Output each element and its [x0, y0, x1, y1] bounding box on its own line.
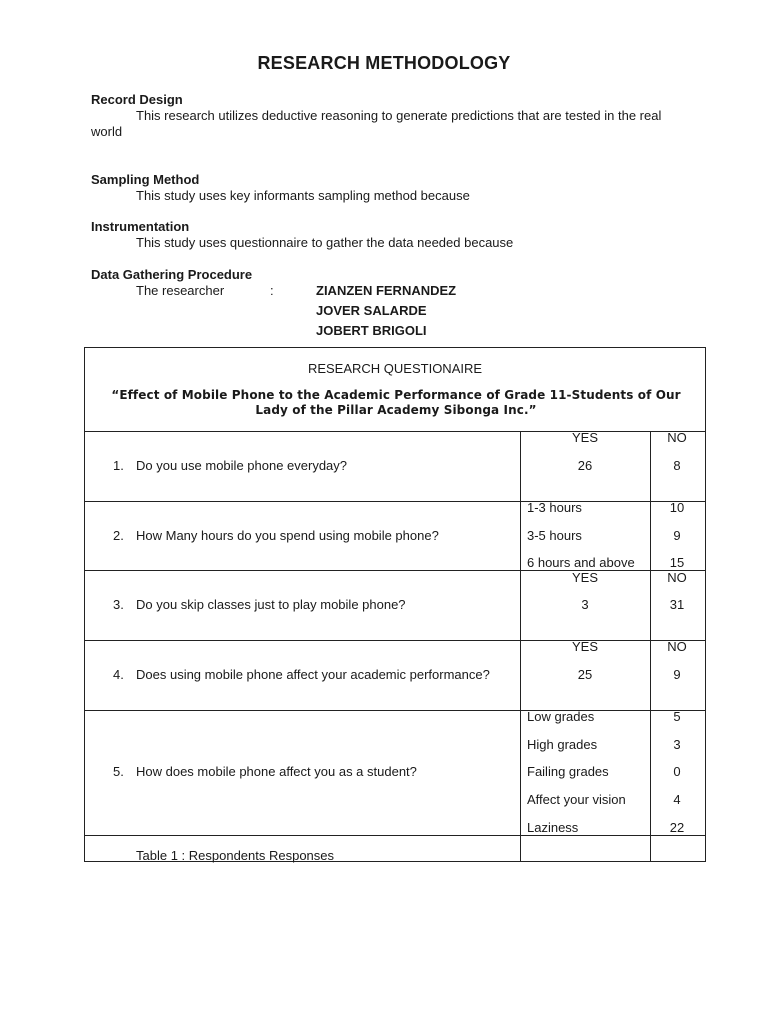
option-label: Affect your vision	[527, 792, 626, 807]
sampling-method-heading: Sampling Method	[91, 172, 200, 187]
data-gathering-heading: Data Gathering Procedure	[91, 267, 253, 282]
record-design-heading: Record Design	[91, 92, 183, 107]
table-caption: Table 1 : Respondents Responses	[136, 848, 335, 863]
no-count: 31	[669, 597, 685, 612]
option-count: 3	[673, 737, 681, 752]
no-header: NO	[667, 430, 687, 445]
questionnaire-table	[84, 347, 706, 862]
option-count: 15	[669, 555, 685, 570]
question-number: 3.	[113, 597, 124, 612]
option-count: 9	[673, 528, 681, 543]
option-label: 1-3 hours	[527, 500, 582, 515]
question-text: Do you use mobile phone everyday?	[136, 458, 348, 473]
questionnaire-header: RESEARCH QUESTIONAIRE	[307, 361, 483, 376]
yes-count: 3	[581, 597, 589, 612]
question-text: Do you skip classes just to play mobile phone?	[136, 597, 406, 612]
researcher-name: ZIANZEN FERNANDEZ	[316, 283, 457, 298]
record-design-section	[91, 92, 681, 140]
option-label: High grades	[527, 737, 598, 752]
sampling-method-body: This study uses key informants sampling method because	[136, 188, 470, 203]
yes-count: 26	[577, 458, 593, 473]
no-header: NO	[667, 570, 687, 585]
instrumentation-heading: Instrumentation	[91, 219, 190, 234]
option-label: Laziness	[527, 820, 579, 835]
questionnaire-subtitle: “Effect of Mobile Phone to the Academic Performance of Grade 11-Students of Our Lady of the Pillar Academy Sibonga Inc.”	[111, 388, 681, 417]
researcher-names	[316, 281, 456, 341]
question-number: 4.	[113, 667, 124, 682]
researcher-label: The researcher	[136, 283, 225, 298]
question-number: 2.	[113, 528, 124, 543]
sampling-method-section	[91, 172, 681, 204]
researcher-name: JOBERT BRIGOLI	[316, 323, 427, 338]
question-number: 5.	[113, 764, 124, 779]
table-column-divider	[520, 431, 521, 861]
option-label: 6 hours and above	[527, 555, 635, 570]
no-count: 8	[673, 458, 681, 473]
researcher-name: JOVER SALARDE	[316, 303, 427, 318]
instrumentation-section	[91, 219, 681, 251]
question-text: How does mobile phone affect you as a student?	[136, 764, 417, 779]
option-label: 3-5 hours	[527, 528, 582, 543]
instrumentation-body: This study uses questionnaire to gather the data needed because	[136, 235, 514, 250]
question-text: Does using mobile phone affect your academic performance?	[136, 667, 490, 682]
record-design-body: This research utilizes deductive reasoning to generate predictions that are tested in the real world	[91, 108, 662, 139]
option-label: Failing grades	[527, 764, 609, 779]
option-count: 4	[673, 792, 681, 807]
option-count: 22	[669, 820, 685, 835]
option-count: 10	[669, 500, 685, 515]
table-divider	[85, 710, 705, 711]
yes-count: 25	[577, 667, 593, 682]
option-label: Low grades	[527, 709, 595, 724]
yes-header: YES	[571, 570, 598, 585]
table-divider	[85, 835, 705, 836]
table-divider	[85, 501, 705, 502]
yes-header: YES	[571, 430, 598, 445]
option-count: 0	[673, 764, 681, 779]
question-text: How Many hours do you spend using mobile phone?	[136, 528, 439, 543]
option-count: 5	[673, 709, 681, 724]
no-count: 9	[673, 667, 681, 682]
researcher-colon: :	[270, 283, 274, 298]
question-number: 1.	[113, 458, 124, 473]
yes-header: YES	[571, 639, 598, 654]
page-title: RESEARCH METHODOLOGY	[257, 53, 511, 73]
no-header: NO	[667, 639, 687, 654]
